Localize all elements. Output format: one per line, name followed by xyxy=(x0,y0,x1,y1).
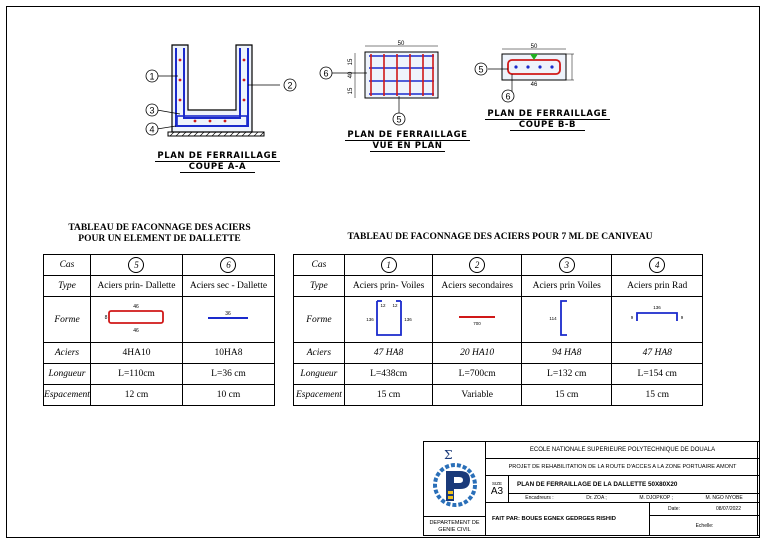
t2-espacement-3: 15 cm xyxy=(521,385,612,406)
svg-text:46: 46 xyxy=(133,328,140,334)
title-block xyxy=(423,441,758,536)
t2-forme-1 xyxy=(344,297,433,343)
drawing-title: PLAN DE FERRAILLAGE DE LA DALLETTE 50X80X20 xyxy=(508,475,760,494)
t2-aciers-4: 47 HA8 xyxy=(612,343,703,364)
t2-espacement-2: Variable xyxy=(433,385,522,406)
table2-title: TABLEAU DE FACONNAGE DES ACIERS POUR 7 ML DE CANIVEAU xyxy=(347,232,653,242)
t2-type-1: Aciers prin- Voiles xyxy=(344,276,433,297)
t2-cas-2: 2 xyxy=(469,257,485,273)
coupe-aa-drawing xyxy=(140,40,280,145)
fait-par: FAIT PAR: BOUES EGNEX GEDRGES RISHID xyxy=(485,502,650,536)
svg-text:136: 136 xyxy=(403,317,412,322)
t1-espacement-6: 10 cm xyxy=(182,385,274,406)
t1-type-6: Aciers sec - Dallette xyxy=(182,276,274,297)
callout-1: 1 xyxy=(149,71,155,82)
svg-text:9: 9 xyxy=(680,315,684,320)
callout-5b: 5 xyxy=(478,64,484,75)
svg-text:12: 12 xyxy=(392,303,398,308)
callout-6: 6 xyxy=(323,68,329,79)
t2-cas-3: 3 xyxy=(559,257,575,273)
t1-forme-6 xyxy=(182,297,274,343)
project-name: PROJET DE REHABILITATION DE LA ROUTE D'ACCES A LA ZONE PORTUAIRE AMONT xyxy=(485,458,760,476)
t2-forme-4 xyxy=(612,297,703,343)
table2: Cas 1 2 3 4 Type Aciers prin- Voiles Aciers secondaires Aciers prin Voiles Aciers prin Rad Forme 136 136 12 12 700 114 136 9 9 Aciers 47 HA8 20 HA10 94 HA8 47 HA8 Longueur L=438cm L=700cm L=132 cm L=154 cm Espacement 15 cm Variable 15 cm 15 cm xyxy=(293,254,703,406)
svg-text:8: 8 xyxy=(105,315,108,321)
svg-text:15: 15 xyxy=(348,87,354,95)
svg-text:9: 9 xyxy=(630,315,634,320)
t1-type-5: Aciers prin- Dallette xyxy=(90,276,182,297)
date-cell: Date: 08/07/2022 xyxy=(649,502,760,516)
coupe-aa-title: PLAN DE FERRAILLAGE COUPE A-A xyxy=(155,151,280,173)
svg-text:40: 40 xyxy=(348,71,354,79)
table1: Cas 5 6 Type Aciers prin- Dallette Aciers sec - Dallette Forme 46 8 46 36 Aciers 4HA10 10HA8 Longueur L=110cm L=36 cm Espacement 12 cm 10 cm xyxy=(43,254,275,406)
svg-text:15: 15 xyxy=(348,58,354,66)
coupe-aa-callout-2 xyxy=(278,78,298,94)
plan-dim-top: 50 xyxy=(397,41,405,47)
school-name: ECOLE NATIONALE SUPERIEURE POLYTECHNIQUE DE DOUALA xyxy=(485,441,760,459)
bb-dim-top: 50 xyxy=(530,44,538,50)
t1-espacement-5: 12 cm xyxy=(90,385,182,406)
size-cell: SIZE A3 xyxy=(485,475,509,503)
t2-aciers-1: 47 HA8 xyxy=(344,343,433,364)
vue-en-plan-drawing xyxy=(315,38,455,130)
department: DEPARTEMENT DE GENIE CIVIL xyxy=(424,516,486,536)
svg-text:46: 46 xyxy=(133,304,140,310)
svg-text:12: 12 xyxy=(380,303,386,308)
t2-type-3: Aciers prin Voiles xyxy=(521,276,612,297)
t1-aciers-6: 10HA8 xyxy=(182,343,274,364)
t2-aciers-3: 94 HA8 xyxy=(521,343,612,364)
t2-longueur-1: L=438cm xyxy=(344,364,433,385)
t1-forme-5 xyxy=(90,297,182,343)
t1-cas-6: 6 xyxy=(220,257,236,273)
echelle-cell: Echelle: xyxy=(649,515,760,536)
vue-en-plan-title: PLAN DE FERRAILLAGE VUE EN PLAN xyxy=(345,130,470,152)
t2-espacement-1: 15 cm xyxy=(344,385,433,406)
callout-2: 2 xyxy=(287,80,293,91)
callout-3: 3 xyxy=(149,105,155,116)
school-logo xyxy=(424,442,486,516)
bb-dim-inner: 46 xyxy=(530,82,538,88)
t2-longueur-4: L=154 cm xyxy=(612,364,703,385)
callout-5: 5 xyxy=(396,114,402,125)
t2-cas-1: 1 xyxy=(381,257,397,273)
table1-title: TABLEAU DE FACONNAGE DES ACIERS POUR UN ELEMENT DE DALLETTE xyxy=(68,223,251,244)
t2-type-4: Aciers prin Rad xyxy=(612,276,703,297)
coupe-bb-title: PLAN DE FERRAILLAGE COUPE B-B xyxy=(485,109,610,131)
t2-longueur-2: L=700cm xyxy=(433,364,522,385)
svg-text:36: 36 xyxy=(225,311,232,317)
svg-text:136: 136 xyxy=(365,317,374,322)
svg-text:700: 700 xyxy=(473,321,481,326)
t2-forme-3 xyxy=(521,297,612,343)
t1-aciers-5: 4HA10 xyxy=(90,343,182,364)
callout-4: 4 xyxy=(149,124,155,135)
t2-forme-2 xyxy=(433,297,522,343)
t2-aciers-2: 20 HA10 xyxy=(433,343,522,364)
callout-6b: 6 xyxy=(505,91,511,102)
encadreurs-row: Encadreurs : Dr. ZOA ; M. DJOPKOP ; M. NGO NYOBE xyxy=(508,493,760,503)
t2-type-2: Aciers secondaires xyxy=(433,276,522,297)
coupe-bb-drawing xyxy=(470,42,585,104)
t2-cas-4: 4 xyxy=(649,257,665,273)
t2-longueur-3: L=132 cm xyxy=(521,364,612,385)
t1-longueur-5: L=110cm xyxy=(90,364,182,385)
svg-text:136: 136 xyxy=(653,305,661,310)
svg-text:114: 114 xyxy=(549,316,557,321)
svg-text:Σ: Σ xyxy=(443,448,452,462)
t2-espacement-4: 15 cm xyxy=(612,385,703,406)
t1-cas-5: 5 xyxy=(128,257,144,273)
t1-longueur-6: L=36 cm xyxy=(182,364,274,385)
